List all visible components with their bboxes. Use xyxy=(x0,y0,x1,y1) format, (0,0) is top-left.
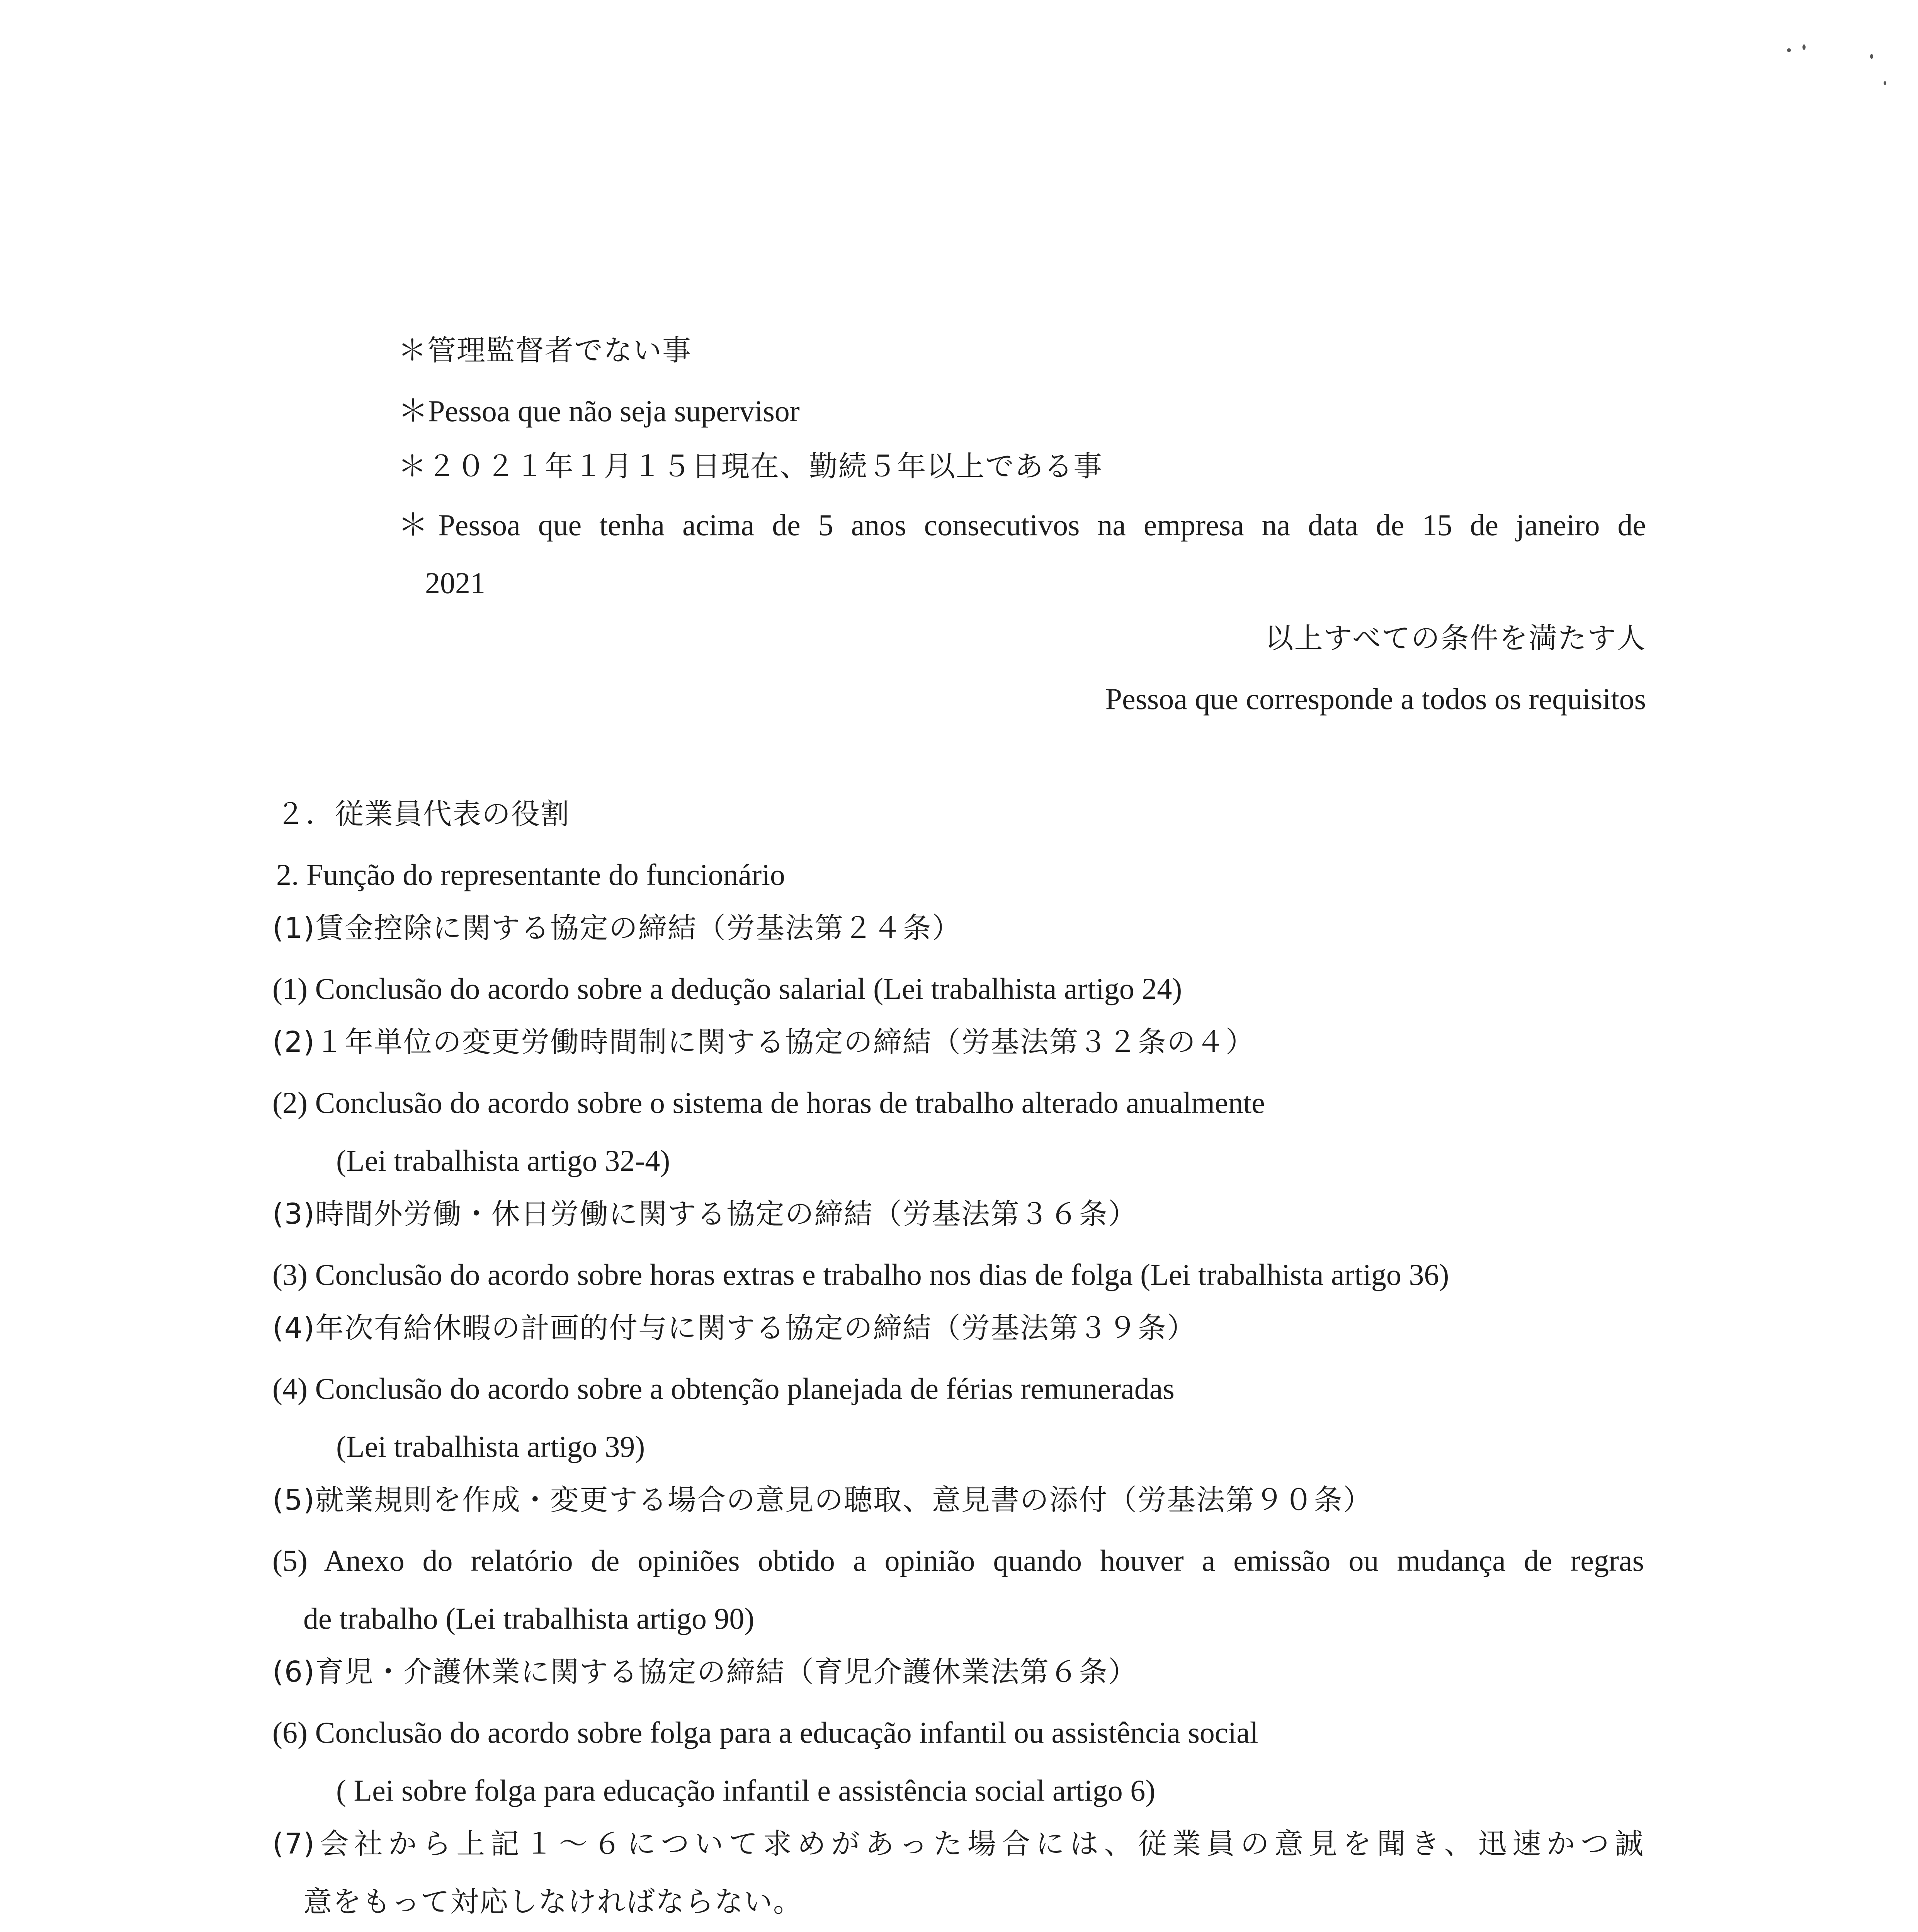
criterion-not-supervisor-pt: ＊Pessoa que não seja supervisor xyxy=(398,394,800,428)
role-item-3-jp: (3)時間外労働・休日労働に関する協定の締結（労基法第３６条） xyxy=(272,1197,1138,1231)
section2-heading-jp: ２．従業員代表の役割 xyxy=(276,798,570,831)
scan-speck xyxy=(1884,81,1886,85)
criterion-tenure-pt: ＊Pessoa que tenha acima de 5 anos consecutivos na empresa na data de 15 de janeiro de xyxy=(398,508,1646,542)
role-item-2-pt: (2) Conclusão do acordo sobre o sistema de horas de trabalho alterado anualmente xyxy=(272,1086,1265,1119)
role-item-3-pt: (3) Conclusão do acordo sobre horas extras e trabalho nos dias de folga (Lei trabalhista artigo 36) xyxy=(272,1258,1449,1291)
role-item-4-jp: (4)年次有給休暇の計画的付与に関する協定の締結（労基法第３９条） xyxy=(272,1311,1196,1345)
criterion-tenure-jp: ＊２０２１年１月１５日現在、勤続５年以上である事 xyxy=(398,450,1103,483)
role-item-4-pt-cont: (Lei trabalhista artigo 39) xyxy=(336,1430,645,1463)
role-item-2-pt-cont: (Lei trabalhista artigo 32-4) xyxy=(336,1144,670,1177)
section2-heading-pt: 2. Função do representante do funcionário xyxy=(276,858,785,891)
role-item-4-pt: (4) Conclusão do acordo sobre a obtenção planejada de férias remuneradas xyxy=(272,1372,1175,1405)
role-item-2-jp: (2)１年単位の変更労働時間制に関する協定の締結（労基法第３２条の４） xyxy=(272,1026,1255,1059)
role-item-6-pt-cont: ( Lei sobre folga para educação infantil e assistência social artigo 6) xyxy=(336,1774,1156,1807)
all-conditions-pt: Pessoa que corresponde a todos os requisitos xyxy=(1105,682,1646,716)
role-item-6-jp: (6)育児・介護休業に関する協定の締結（育児介護休業法第６条） xyxy=(272,1655,1138,1689)
role-item-7-jp-cont: 意をもって対応しなければならない。 xyxy=(303,1885,803,1918)
role-item-5-jp: (5)就業規則を作成・変更する場合の意見の聴取、意見書の添付（労基法第９０条） xyxy=(272,1483,1372,1517)
role-item-6-pt: (6) Conclusão do acordo sobre folga para a educação infantil ou assistência social xyxy=(272,1716,1258,1749)
role-item-1-pt: (1) Conclusão do acordo sobre a dedução salarial (Lei trabalhista artigo 24) xyxy=(272,972,1182,1005)
role-item-7-jp: (7)会社から上記１～６について求めがあった場合には、従業員の意見を聞き、迅速かつ誠 xyxy=(272,1827,1644,1861)
role-item-5-pt: (5) Anexo do relatório de opiniões obtido a opinião quando houver a emissão ou mudança de regras xyxy=(272,1544,1644,1577)
criterion-tenure-pt-cont: 2021 xyxy=(425,566,485,600)
scan-speck xyxy=(1870,54,1873,59)
role-item-5-pt-cont: de trabalho (Lei trabalhista artigo 90) xyxy=(303,1602,755,1635)
scan-speck xyxy=(1802,44,1806,50)
criterion-not-supervisor-jp: ＊管理監督者でない事 xyxy=(398,334,692,367)
role-item-1-jp: (1)賃金控除に関する協定の締結（労基法第２４条） xyxy=(272,912,961,945)
all-conditions-jp: 以上すべての条件を満たす人 xyxy=(1265,622,1646,655)
scan-speck xyxy=(1787,48,1791,52)
